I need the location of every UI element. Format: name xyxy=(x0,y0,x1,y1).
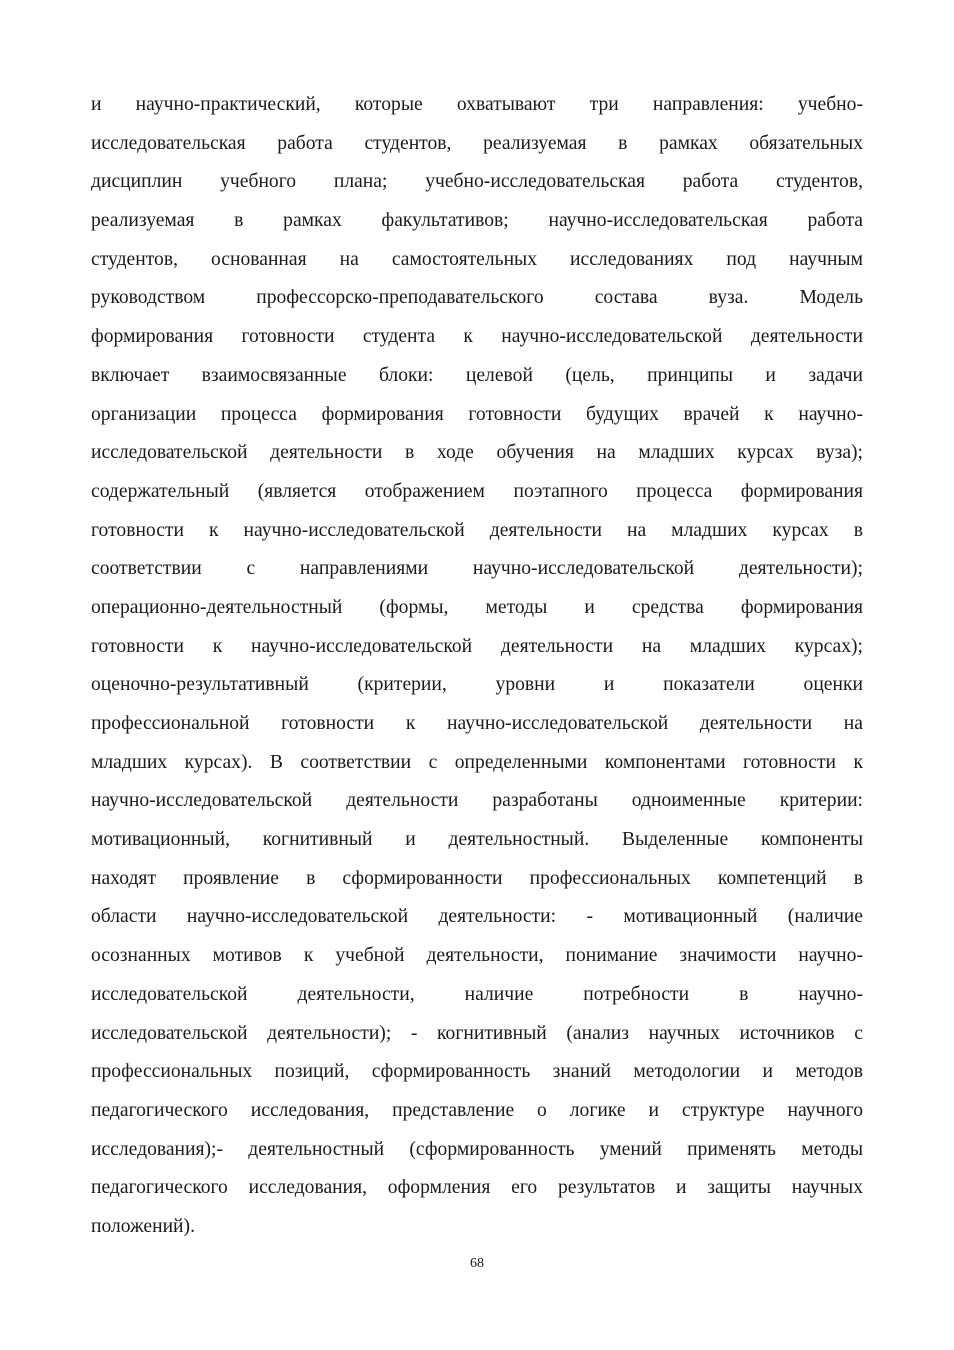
body-paragraph xyxy=(91,86,863,1247)
text-line: руководством профессорско-преподавательского состава вуза. Модель xyxy=(91,287,863,309)
text-line: исследования);- деятельностный (сформированность умений применять методы xyxy=(91,1138,863,1160)
text-line: находят проявление в сформированности профессиональных компетенций в xyxy=(91,867,863,889)
text-line: педагогического исследования, оформления его результатов и защиты научных xyxy=(91,1177,863,1199)
text-line: готовности к научно-исследовательской деятельности на младших курсах в xyxy=(91,519,863,541)
text-line: положений). xyxy=(91,1215,195,1237)
text-line: студентов, основанная на самостоятельных исследованиях под научным xyxy=(91,248,863,270)
text-line: и научно-практический, которые охватывают три направления: учебно- xyxy=(91,94,863,115)
text-line: младших курсах). В соответствии с определенными компонентами готовности к xyxy=(91,751,863,773)
page-number: 68 xyxy=(470,1256,484,1271)
text-line: научно-исследовательской деятельности разработаны одноименные критерии: xyxy=(91,790,863,812)
text-line: исследовательской деятельности); - когнитивный (анализ научных источников с xyxy=(91,1022,863,1044)
text-line: области научно-исследовательской деятельности: - мотивационный (наличие xyxy=(91,906,863,928)
text-line: педагогического исследования, представление о логике и структуре научного xyxy=(91,1099,863,1121)
text-line: реализуемая в рамках факультативов; научно-исследовательская работа xyxy=(91,210,863,232)
text-line: исследовательской деятельности, наличие потребности в научно- xyxy=(91,983,863,1005)
text-line: операционно-деятельностный (формы, методы и средства формирования xyxy=(91,596,863,618)
text-line: формирования готовности студента к научно-исследовательской деятельности xyxy=(91,326,863,348)
text-line: профессиональных позиций, сформированность знаний методологии и методов xyxy=(91,1061,863,1083)
text-line: организации процесса формирования готовности будущих врачей к научно- xyxy=(91,403,863,425)
text-line: содержательный (является отображением поэтапного процесса формирования xyxy=(91,480,863,502)
text-line: мотивационный, когнитивный и деятельностный. Выделенные компоненты xyxy=(91,829,863,851)
text-line: осознанных мотивов к учебной деятельности, понимание значимости научно- xyxy=(91,945,863,967)
text-line: дисциплин учебного плана; учебно-исследовательская работа студентов, xyxy=(91,171,863,193)
text-line: готовности к научно-исследовательской деятельности на младших курсах); xyxy=(91,635,863,657)
text-line: исследовательская работа студентов, реализуемая в рамках обязательных xyxy=(91,132,863,154)
text-line: профессиональной готовности к научно-исследовательской деятельности на xyxy=(91,713,863,734)
text-line: исследовательской деятельности в ходе обучения на младших курсах вуза); xyxy=(91,442,863,464)
text-line: включает взаимосвязанные блоки: целевой (цель, принципы и задачи xyxy=(91,364,863,386)
text-line: соответствии с направлениями научно-исследовательской деятельности); xyxy=(91,558,863,580)
text-line: оценочно-результативный (критерии, уровни и показатели оценки xyxy=(91,674,863,696)
